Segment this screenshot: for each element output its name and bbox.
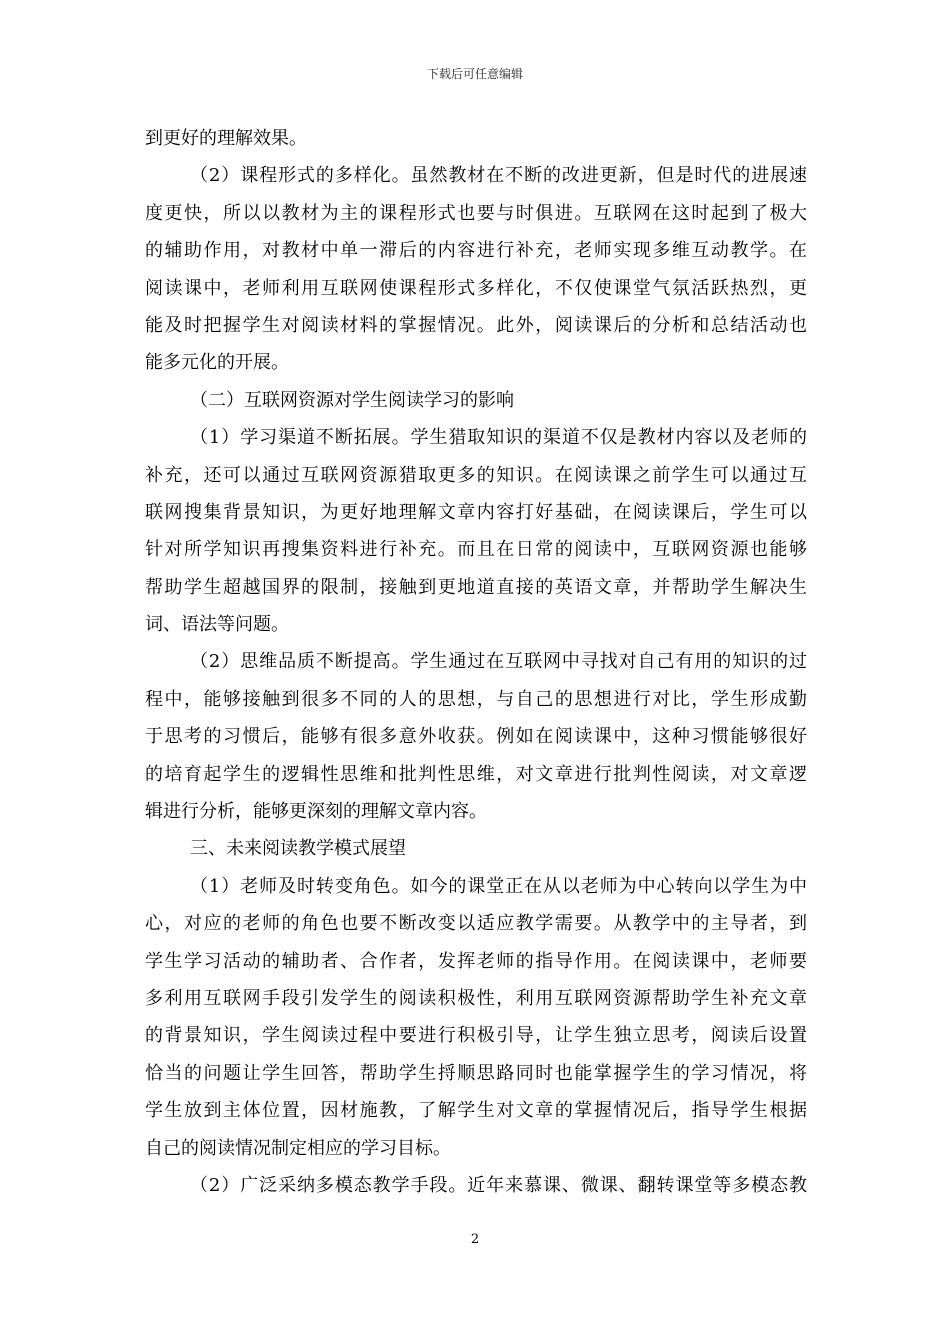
text-line: （2）广泛采纳多模态教学手段。近年来慕课、微课、翻转课堂等多模态教: [190, 1174, 807, 1196]
text-line: 三、未来阅读教学模式展望: [190, 838, 406, 860]
text-line: 多利用互联网手段引发学生的阅读积极性，利用互联网资源帮助学生补充文章: [145, 987, 807, 1009]
text-line: 自己的阅读情况制定相应的学习目标。: [145, 1137, 451, 1159]
text-line: 的背景知识，学生阅读过程中要进行积极引导，让学生独立思考，阅读后设置: [145, 1025, 807, 1047]
text-line: 心，对应的老师的角色也要不断改变以适应教学需要。从教学中的主导者，到: [145, 913, 807, 935]
text-line: 能及时把握学生对阅读材料的掌握情况。此外，阅读课后的分析和总结活动也: [145, 314, 807, 336]
text-line: 辑进行分析，能够更深刻的理解文章内容。: [145, 801, 487, 823]
text-line: 阅读课中，老师利用互联网使课程形式多样化，不仅使课堂气氛活跃热烈，更: [145, 277, 807, 299]
text-line: 于思考的习惯后，能够有很多意外收获。例如在阅读课中，这种习惯能够很好: [145, 726, 807, 748]
page-header: 下载后可任意编辑: [426, 67, 523, 81]
text-line: 学生学习活动的辅助者、合作者，发挥老师的指导作用。在阅读课中，老师要: [145, 950, 807, 972]
text-line: 的辅助作用，对教材中单一滞后的内容进行补充，老师实现多维互动教学。在: [145, 240, 807, 262]
text-line: （2）思维品质不断提高。学生通过在互联网中寻找对自己有用的知识的过: [190, 651, 807, 673]
text-line: 联网搜集背景知识，为更好地理解文章内容打好基础，在阅读课后，学生可以: [145, 501, 807, 523]
page-number: 2: [470, 1232, 480, 1247]
text-line: 度更快，所以以教材为主的课程形式也要与时俱进。互联网在这时起到了极大: [145, 202, 807, 224]
text-line: 补充，还可以通过互联网资源猎取更多的知识。在阅读课之前学生可以通过互: [145, 464, 807, 486]
text-line: 帮助学生超越国界的限制，接触到更地道直接的英语文章，并帮助学生解决生: [145, 576, 807, 598]
text-line: 学生放到主体位置，因材施教，了解学生对文章的掌握情况后，指导学生根据: [145, 1100, 807, 1122]
text-line: （1）老师及时转变角色。如今的课堂正在从以老师为中心转向以学生为中: [190, 875, 807, 897]
text-line: （2）课程形式的多样化。虽然教材在不断的改进更新，但是时代的进展速: [190, 165, 807, 187]
text-line: 程中，能够接触到很多不同的人的思想，与自己的思想进行对比，学生形成勤: [145, 688, 807, 710]
text-line: 能多元化的开展。: [145, 352, 289, 374]
text-line: 词、语法等问题。: [145, 614, 289, 636]
document-body: [145, 126, 807, 1210]
text-line: （1）学习渠道不断拓展。学生猎取知识的渠道不仅是教材内容以及老师的: [190, 427, 807, 449]
text-line: （二）互联网资源对学生阅读学习的影响: [190, 389, 514, 411]
text-line: 恰当的问题让学生回答，帮助学生捋顺思路同时也能掌握学生的学习情况，将: [145, 1062, 807, 1084]
text-line: 针对所学知识再搜集资料进行补充。而且在日常的阅读中，互联网资源也能够: [145, 539, 807, 561]
text-line: 的培育起学生的逻辑性思维和批判性思维，对文章进行批判性阅读，对文章逻: [145, 763, 807, 785]
text-line: 到更好的理解效果。: [145, 128, 307, 149]
